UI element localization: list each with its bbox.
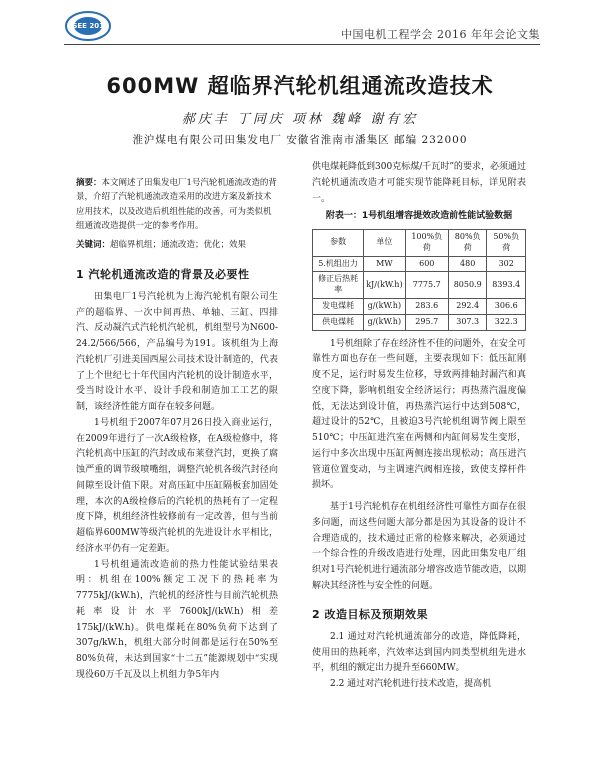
table-row bbox=[313, 298, 526, 314]
table-header-cell: 单位 bbox=[364, 230, 405, 257]
table-header-cell: 参数 bbox=[313, 230, 364, 257]
right-paragraph-1: 供电煤耗降低到300克标煤/千瓦时”的要求，必须通过汽轮机通流改造才可能实现节能降耗目标，详见附表一。 bbox=[312, 162, 526, 204]
table-cell: 306.6 bbox=[487, 298, 526, 314]
performance-table bbox=[312, 229, 526, 331]
paper-affiliation: 淮沪煤电有限公司田集发电厂 安徽省淮南市潘集区 邮编 232000 bbox=[132, 134, 468, 146]
section-1-paragraph-3: 1号机组通流改造前的热力性能试验结果表明：机组在100%额定工况下的热耗率为7775kJ/(kW.h)，汽轮机的经济性与目前汽轮机热耗率设计水平7600kJ/(kW.h)相差175kJ/(kW.h)。供电煤耗在80%负荷下达到了307g/kW.h，机组大部分时间都是运行在50%至80%负荷，未达到国家“十二五”能源规划中“实现现役60万千瓦及以上机组力争5年内 bbox=[76, 559, 278, 680]
table-cell: 5.机组出力 bbox=[313, 256, 364, 272]
running-title: 中国电机工程学会 2016 年年会论文集 bbox=[341, 28, 540, 41]
table-cell: 发电煤耗 bbox=[313, 298, 364, 314]
table-header-cell: 50%负荷 bbox=[487, 230, 526, 257]
table-cell: 供电煤耗 bbox=[313, 314, 364, 330]
table-cell: 322.3 bbox=[487, 314, 526, 330]
logo-text: CSEE 2016 bbox=[67, 22, 109, 30]
table-cell: 修正后热耗率 bbox=[313, 272, 364, 299]
right-paragraph-3: 基于1号汽轮机存在机组经济性可靠性方面存在很多问题，而这些问题大部分都是因为其设备的设计不合理造成的，技术通过正常的检修来解决，必须通过一个综合性的升级改造进行处理，因此田集发电厂组织对1号汽轮机进行通流部分增容改造节能改造，以期解决其经济性与安全性的问题。 bbox=[312, 502, 526, 591]
table-cell: 295.7 bbox=[405, 314, 448, 330]
table-cell: g/(kW.h) bbox=[364, 314, 405, 330]
keywords-text: 超临界机组；通流改造；优化；效果 bbox=[110, 239, 247, 250]
table-cell: 8393.4 bbox=[487, 272, 526, 299]
header-divider bbox=[64, 44, 540, 45]
left-column bbox=[76, 176, 278, 684]
table-header-row bbox=[313, 230, 526, 257]
paper-authors: 郝庆丰 丁同庆 项林 魏峰 谢有宏 bbox=[181, 112, 419, 127]
table-header-cell: 80%负荷 bbox=[448, 230, 487, 257]
table-cell: 302 bbox=[487, 256, 526, 272]
paper-title: 600MW 超临界汽轮机组通流改造技术 bbox=[106, 74, 494, 98]
keywords-label: 关键词： bbox=[76, 239, 111, 250]
right-paragraph-2: 1号机组除了存在经济性不佳的问题外，在安全可靠性方面也存在一些问题，主要表现如下：低压缸刚度不足，运行时易发生位移，导致两排轴封漏汽和真空度下降，影响机组安全经济运行；再热蒸汽温度偏低，无法达到设计值，再热蒸汽运行中达到508℃，超过设计的52℃，且被迫3号汽轮机组调节阀上限至510℃；中压缸进汽室在两侧和内缸间易发生变形，运行中多次出现中压缸两侧连接出现松动；高压进汽管道位置变动，与主调速汽阀相连接，致使支撑杆件损坏。 bbox=[312, 338, 526, 491]
table-row bbox=[313, 256, 526, 272]
section-2-paragraph-2: 2.2 通过对汽轮机进行技术改造，提高机 bbox=[330, 679, 492, 690]
table-cell: 480 bbox=[448, 256, 487, 272]
table-cell: g/(kW.h) bbox=[364, 298, 405, 314]
table-cell: 283.6 bbox=[405, 298, 448, 314]
right-column bbox=[312, 160, 526, 693]
section-1-heading: 1 汽轮机通流改造的背景及必要性 bbox=[76, 267, 250, 281]
table-cell: 307.3 bbox=[448, 314, 487, 330]
section-2-paragraph-1: 2.1 通过对汽轮机通流部分的改造，降低降耗，使用田的热耗率，汽效率达到国内同类型机组先进水平，机组的额定出力提升至660MW。 bbox=[312, 631, 526, 674]
abstract-label: 摘要： bbox=[76, 178, 102, 188]
abstract-text: 本文阐述了田集发电厂1号汽轮机通流改造的背景，介绍了汽轮机通流改造采用的改进方案及新技术应用技术，以及改造后机组性能的改善，可为类似机组通流改造提供一定的参考作用。 bbox=[76, 178, 277, 232]
section-2-heading: 2 改造目标及预期效果 bbox=[312, 607, 428, 621]
table-cell: 600 bbox=[405, 256, 448, 272]
table-cell: MW bbox=[364, 256, 405, 272]
table-row bbox=[313, 272, 526, 299]
table-cell: 292.4 bbox=[448, 298, 487, 314]
table-cell: 8050.9 bbox=[448, 272, 487, 299]
abstract bbox=[76, 176, 278, 234]
section-1-paragraph-1: 田集电厂1号汽轮机为上海汽轮机有限公司生产的超临界、一次中间再热、单轴、三缸、四排汽、反动凝汽式汽轮机汽轮机，机组型号为N600-24.2/566/566，产品编号为191。该机组为上海汽轮机厂引进美国西屋公司技术设计制造的，代表了上个世纪七十年代国内汽轮机的设计制造水平，受当时设计水平、设计手段和制造加工工艺的限制，该经济性能方面存在较多问题。 bbox=[76, 291, 278, 413]
section-1-paragraph-2: 1号机组于2007年07月26日投入商业运行，在2009年进行了一次A级检修，在A级检修中，将汽轮机高中压缸的汽封改成布莱登汽封，更换了腐蚀严重的调节级喷嘴组，调整汽轮机各级汽封径向间隙至设计值下限。对高压缸中压缸隔板套加固处理，本次的A级检修后的汽轮机的热耗有了一定程度下降，机组经济性较修前有一定改善，但与当前超临界600MW等级汽轮机的先进设计水平相比，经济水平仍有一定差距。 bbox=[76, 417, 278, 554]
table-caption: 附表一：1号机组增容提效改造前性能试验数据 bbox=[325, 211, 513, 222]
table-cell: kJ/(kW.h) bbox=[364, 272, 405, 299]
table-row bbox=[313, 314, 526, 330]
table-cell: 7775.7 bbox=[405, 272, 448, 299]
keywords bbox=[76, 238, 278, 253]
conference-logo bbox=[64, 10, 112, 42]
table-header-cell: 100%负荷 bbox=[405, 230, 448, 257]
